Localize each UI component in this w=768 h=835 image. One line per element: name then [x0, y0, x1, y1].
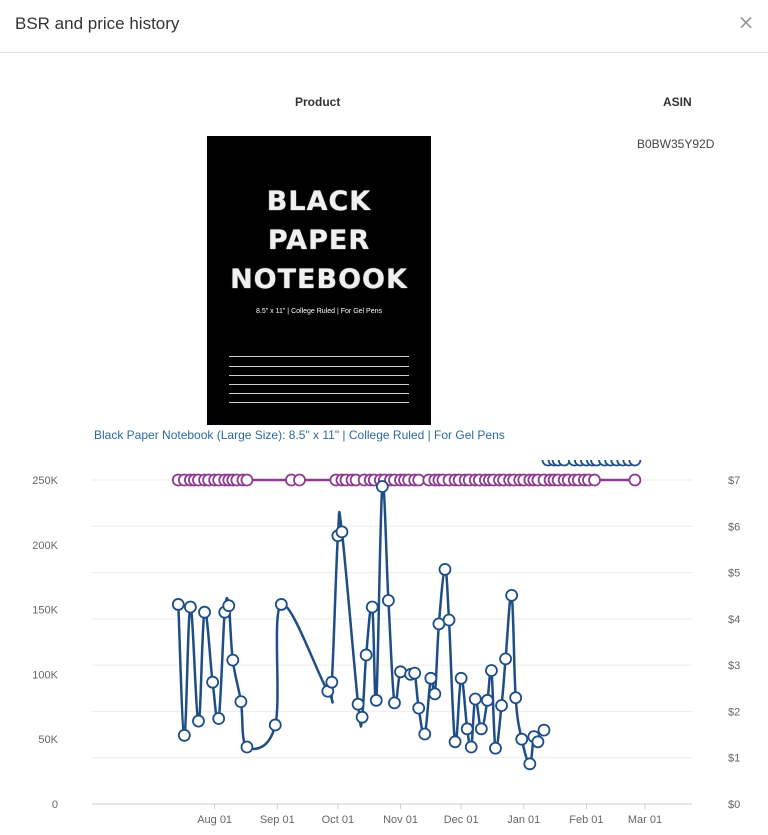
cover-rule: [229, 356, 409, 357]
bsr-point: [538, 725, 549, 736]
bsr-point: [179, 730, 190, 741]
y-right-tick-label: $4: [728, 613, 741, 626]
cover-title-line: BLACK: [266, 186, 372, 217]
y-right-tick-label: $7: [728, 475, 741, 487]
x-tick-label: Feb 01: [569, 814, 604, 826]
bsr-point: [361, 649, 372, 660]
bsr-point: [482, 695, 493, 706]
bsr-point: [353, 699, 364, 710]
y-left-tick-label: 50K: [38, 734, 58, 747]
bsr-point: [500, 653, 511, 664]
y-left-tick-label: 100K: [32, 669, 58, 682]
bsr-point: [326, 677, 337, 688]
asin-value: B0BW35Y92D: [637, 137, 715, 151]
bsr-point: [227, 655, 238, 666]
bsr-point: [276, 599, 287, 610]
cover-rule: [229, 402, 409, 403]
y-left-tick-label: 0: [51, 799, 58, 811]
cover-subtitle: 8.5" x 11" | College Ruled | For Gel Pens: [256, 308, 382, 315]
bsr-point: [629, 460, 640, 466]
x-tick-label: Oct 01: [321, 814, 355, 826]
modal-title: BSR and price history: [15, 14, 180, 33]
bsr-point: [367, 602, 378, 613]
modal-header: [0, 0, 768, 53]
y-right-tick-label: $0: [728, 799, 741, 811]
cover-rule: [229, 375, 409, 376]
product-image: [207, 136, 431, 425]
bsr-point: [383, 595, 394, 606]
y-right-tick-label: $5: [728, 567, 741, 580]
y-right-tick-label: $1: [728, 752, 741, 765]
bsr-point: [516, 734, 527, 745]
bsr-point: [389, 697, 400, 708]
cover-title-line: NOTEBOOK: [230, 264, 408, 295]
bsr-point: [429, 688, 440, 699]
bsr-point: [506, 590, 517, 601]
bsr-point: [419, 729, 430, 740]
bsr-point: [173, 599, 184, 610]
product-title-link[interactable]: Black Paper Notebook (Large Size): 8.5" x 11" | College Ruled | For Gel Pens: [94, 428, 505, 442]
bsr-point: [336, 526, 347, 537]
price-point: [629, 475, 640, 486]
bsr-point: [462, 723, 473, 734]
price-point: [294, 475, 305, 486]
bsr-point: [524, 758, 535, 769]
bsr-point: [425, 673, 436, 684]
product-column-header: Product: [295, 95, 341, 109]
bsr-point: [444, 614, 455, 625]
cover-rule: [229, 384, 409, 385]
cover-rule: [229, 393, 409, 394]
x-tick-label: Mar 01: [627, 814, 663, 826]
bsr-point: [450, 736, 461, 747]
bsr-point: [466, 741, 477, 752]
bsr-point: [270, 719, 281, 730]
bsr-point: [207, 677, 218, 688]
bsr-point: [496, 700, 507, 711]
x-tick-label: Sep 01: [259, 814, 295, 826]
bsr-point: [510, 692, 521, 703]
bsr-point: [439, 564, 450, 575]
close-icon[interactable]: ×: [737, 10, 755, 34]
bsr-point: [199, 607, 210, 618]
y-left-tick-label: 250K: [32, 475, 58, 487]
price-point: [241, 475, 252, 486]
bsr-point: [223, 600, 234, 611]
y-right-tick-label: $6: [728, 521, 741, 534]
bsr-point: [409, 668, 420, 679]
bsr-price-chart: [0, 460, 768, 835]
bsr-point: [470, 694, 481, 705]
y-right-tick-label: $2: [728, 706, 741, 719]
asin-column-header: ASIN: [663, 95, 692, 109]
y-right-tick-label: $3: [728, 660, 741, 673]
bsr-point: [241, 741, 252, 752]
bsr-point: [371, 695, 382, 706]
cover-rule: [229, 366, 409, 367]
bsr-point: [476, 723, 487, 734]
bsr-point: [377, 481, 388, 492]
x-tick-label: Dec 01: [443, 814, 479, 826]
bsr-point: [486, 665, 497, 676]
y-left-tick-label: 200K: [32, 539, 58, 552]
bsr-point: [413, 703, 424, 714]
bsr-point: [456, 673, 467, 684]
bsr-point: [185, 602, 196, 613]
y-left-tick-label: 150K: [32, 604, 58, 617]
bsr-point: [490, 743, 501, 754]
bsr-point: [532, 736, 543, 747]
bsr-point: [357, 712, 368, 723]
bsr-point: [235, 696, 246, 707]
bsr-point: [193, 716, 204, 727]
price-point: [589, 475, 600, 486]
x-tick-label: Nov 01: [383, 814, 418, 826]
x-tick-label: Jan 01: [507, 814, 541, 826]
x-tick-label: Aug 01: [197, 814, 233, 826]
bsr-point: [213, 713, 224, 724]
cover-title-line: PAPER: [267, 225, 371, 256]
